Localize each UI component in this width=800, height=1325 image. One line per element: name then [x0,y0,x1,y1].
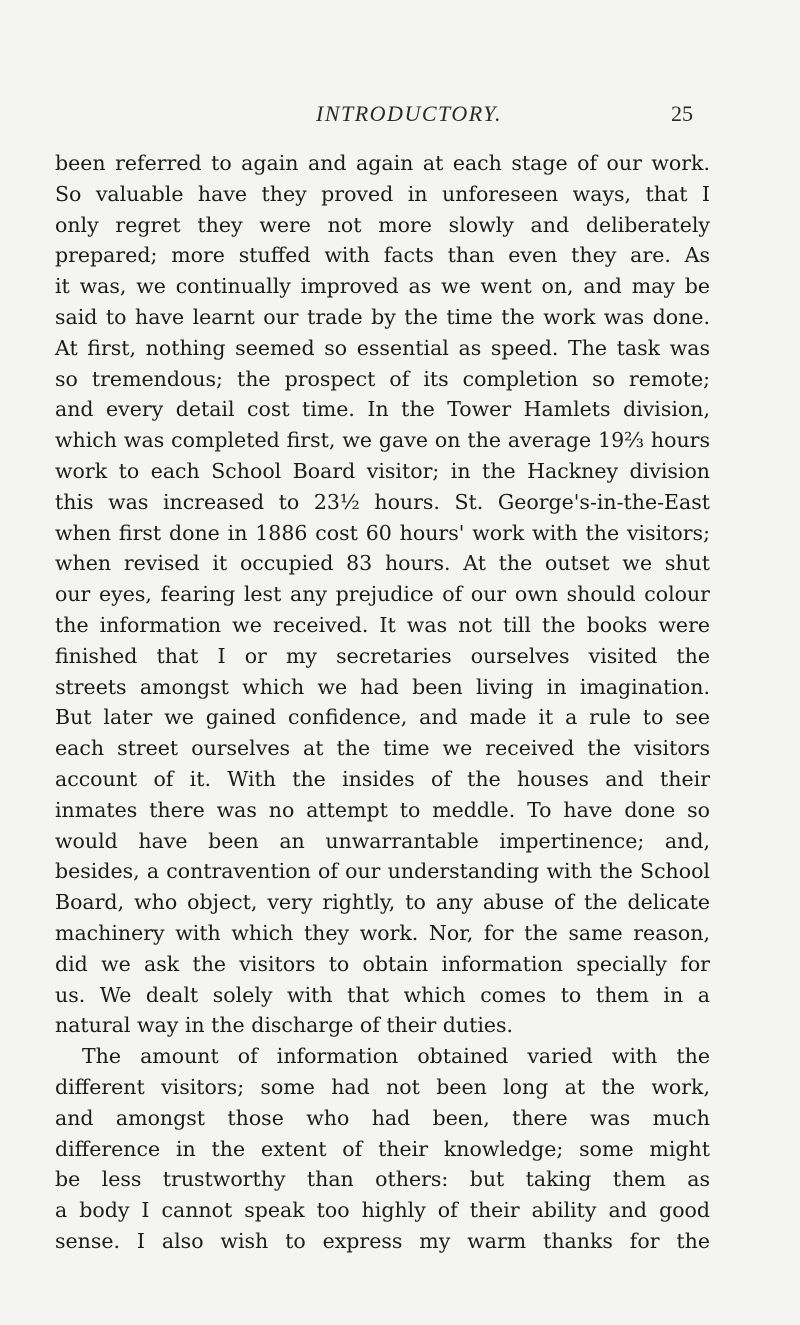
text-line: this was increased to 23½ hours. St. George's-in-the-East [55,489,710,514]
text-line: so tremendous; the prospect of its completion so remote; [55,366,710,391]
text-line: So valuable have they proved in unforeseen ways, that I [55,181,710,206]
text-line: when revised it occupied 83 hours. At the outset we shut [55,551,710,576]
text-line: and amongst those who had been, there was much [55,1105,710,1130]
text-line: which was completed first, we gave on the average 19⅔ hours [55,428,710,453]
text-line: inmates there was no attempt to meddle. To have done so [55,797,710,822]
text-line: been referred to again and again at each stage of our work. [55,151,710,175]
text-line: each street ourselves at the time we received the visitors [55,736,710,761]
running-title: INTRODUCTORY. [316,101,502,126]
text-line: did we ask the visitors to obtain information specially for [55,951,710,976]
text-line: Board, who object, very rightly, to any abuse of the delicate [55,890,710,915]
body-text [55,148,710,1257]
text-line: the information we received. It was not till the books were [55,612,710,637]
text-line: machinery with which they work. Nor, for the same reason, [55,920,710,945]
text-line: and every detail cost time. In the Tower Hamlets division, [55,397,710,422]
text-line: But later we gained confidence, and made it a rule to see [55,705,710,730]
text-line: said to have learnt our trade by the time the work was done. [55,304,710,329]
text-line: would have been an unwarrantable impertinence; and, [55,828,710,853]
text-line: us. We dealt solely with that which comes to them in a [55,982,710,1007]
text-line: when first done in 1886 cost 60 hours' work with the visitors; [55,520,710,545]
text-line: it was, we continually improved as we went on, and may be [55,274,710,299]
text-line: finished that I or my secretaries ourselves visited the [55,643,710,668]
text-line: difference in the extent of their knowledge; some might [55,1136,710,1161]
text-line: streets amongst which we had been living in imagination. [55,674,710,699]
text-line: At first, nothing seemed so essential as speed. The task was [55,335,710,360]
text-line: our eyes, fearing lest any prejudice of our own should colour [55,582,710,607]
text-line: sense. I also wish to express my warm thanks for the [55,1228,710,1253]
text-line: besides, a contravention of our understanding with the School [55,859,710,884]
page-number: 25 [671,101,693,126]
text-line: natural way in the discharge of their duties. [55,1013,514,1038]
text-line: a body I cannot speak too highly of their ability and good [55,1198,710,1223]
text-line: The amount of information obtained varied with the [82,1044,710,1069]
text-line: only regret they were not more slowly and deliberately [55,212,710,237]
text-line: work to each School Board visitor; in the Hackney division [55,458,710,483]
text-line: be less trustworthy than others: but taking them as [55,1167,710,1192]
running-head [0,101,800,133]
text-line: different visitors; some had not been long at the work, [55,1074,710,1099]
text-line: account of it. With the insides of the houses and their [55,766,710,791]
text-line: prepared; more stuffed with facts than even they are. As [55,243,710,268]
